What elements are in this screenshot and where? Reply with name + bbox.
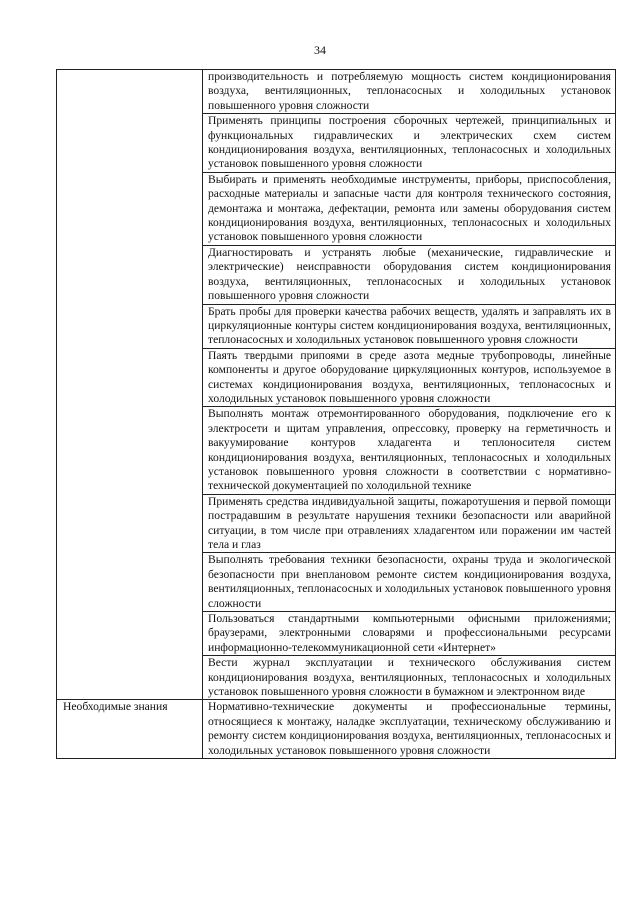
- row-text: Вести журнал эксплуатации и технического обслуживания систем кондиционирования воздуха, вентиляционных, теплонасосных и холодильных установок повышенного уровня сложности в бумажном и электронном виде: [208, 656, 611, 699]
- row-text: Выбирать и применять необходимые инструменты, приборы, приспособления, расходные материалы и запасные части для контроля технического состояния, демонтажа и монтажа, дефектации, ремонта или замены оборудования систем кондиционирования воздуха, вентиляционных, теплонасосных и холодильных установок повышенного уровня сложности: [208, 172, 611, 244]
- row-text-cell: [203, 348, 616, 407]
- row-text-cell: [203, 700, 616, 759]
- row-text-cell: [203, 407, 616, 494]
- row-label: Необходимые знания: [63, 700, 168, 714]
- row-text-cell: [203, 114, 616, 173]
- row-text-cell: [203, 70, 616, 114]
- row-text-cell: [203, 612, 616, 656]
- row-text-cell: [203, 656, 616, 700]
- page-number: 34: [314, 43, 326, 57]
- row-text: Нормативно-технические документы и профессиональные термины, относящиеся к монтажу, наладке эксплуатации, техническому обслуживанию и ремонту систем кондиционирования воздуха, вентиляционных, теплонасосных и холодильных установок повышенного уровня сложности: [208, 700, 611, 757]
- row-text: Выполнять требования техники безопасности, охраны труда и экологической безопасности при внеплановом ремонте систем кондиционирования воздуха, вентиляционных, теплонасосных и холодильных установок повышенного уровня сложности: [208, 553, 611, 610]
- row-text: Брать пробы для проверки качества рабочих веществ, удалять и заправлять их в циркуляционные контуры систем кондиционирования воздуха, вентиляционных, теплонасосных и холодильных установок повышенного уровня сложности: [208, 304, 611, 347]
- row-text-cell: [203, 245, 616, 304]
- row-text: Диагностировать и устранять любые (механические, гидравлические и электрические) неисправности оборудования систем кондиционирования воздуха, вентиляционных, теплонасосных и холодильных установок повышенного уровня сложности: [208, 245, 611, 303]
- table-row: [57, 70, 616, 114]
- table-row: [57, 700, 616, 759]
- requirements-table-wrapper: [56, 69, 616, 759]
- row-text: Паять твердыми припоями в среде азота медные трубопроводы, линейные компоненты и другое оборудование циркуляционных контуров, используемое в системах кондиционирования воздуха, вентиляционных, теплонасосных и холодильных установок повышенного уровня сложности: [208, 348, 611, 405]
- row-text: Применять принципы построения сборочных чертежей, принципиальных и функциональных гидравлических и электрических схем систем кондиционирования воздуха, вентиляционных, теплонасосных и холодильных установок повышенного уровня сложности: [208, 114, 611, 171]
- row-label-cell: [57, 70, 203, 700]
- row-text-cell: [203, 494, 616, 553]
- row-text-cell: [203, 553, 616, 612]
- row-text: Выполнять монтаж отремонтированного оборудования, подключение его к электросети и щитам управления, опрессовку, проверку на герметичность и вакуумирование контуров хладагента и теплоносителя систем кондиционирования воздуха, вентиляционных, теплонасосных и холодильных установок повышенного уровня сложности в соответствии с нормативно-технической документацией по холодильной технике: [208, 407, 611, 493]
- row-text-cell: [203, 304, 616, 348]
- row-label-cell: [57, 700, 203, 759]
- row-text-cell: [203, 172, 616, 245]
- row-text: производительность и потребляемую мощность систем кондиционирования воздуха, вентиляционных, теплонасосных и холодильных установок повышенного уровня сложности: [208, 70, 611, 112]
- requirements-table-body: [57, 70, 616, 759]
- row-text: Применять средства индивидуальной защиты, пожаротушения и первой помощи пострадавшим в результате нарушения техники безопасности или аварийной ситуации, в том числе при отравлениях хладагентом или поражении им частей тела и глаз: [208, 494, 611, 551]
- row-text: Пользоваться стандартными компьютерными офисными приложениями; браузерами, электронными словарями и профессиональными ресурсами информационно-телекоммуникационной сети «Интернет»: [208, 612, 611, 654]
- requirements-table: [56, 69, 616, 759]
